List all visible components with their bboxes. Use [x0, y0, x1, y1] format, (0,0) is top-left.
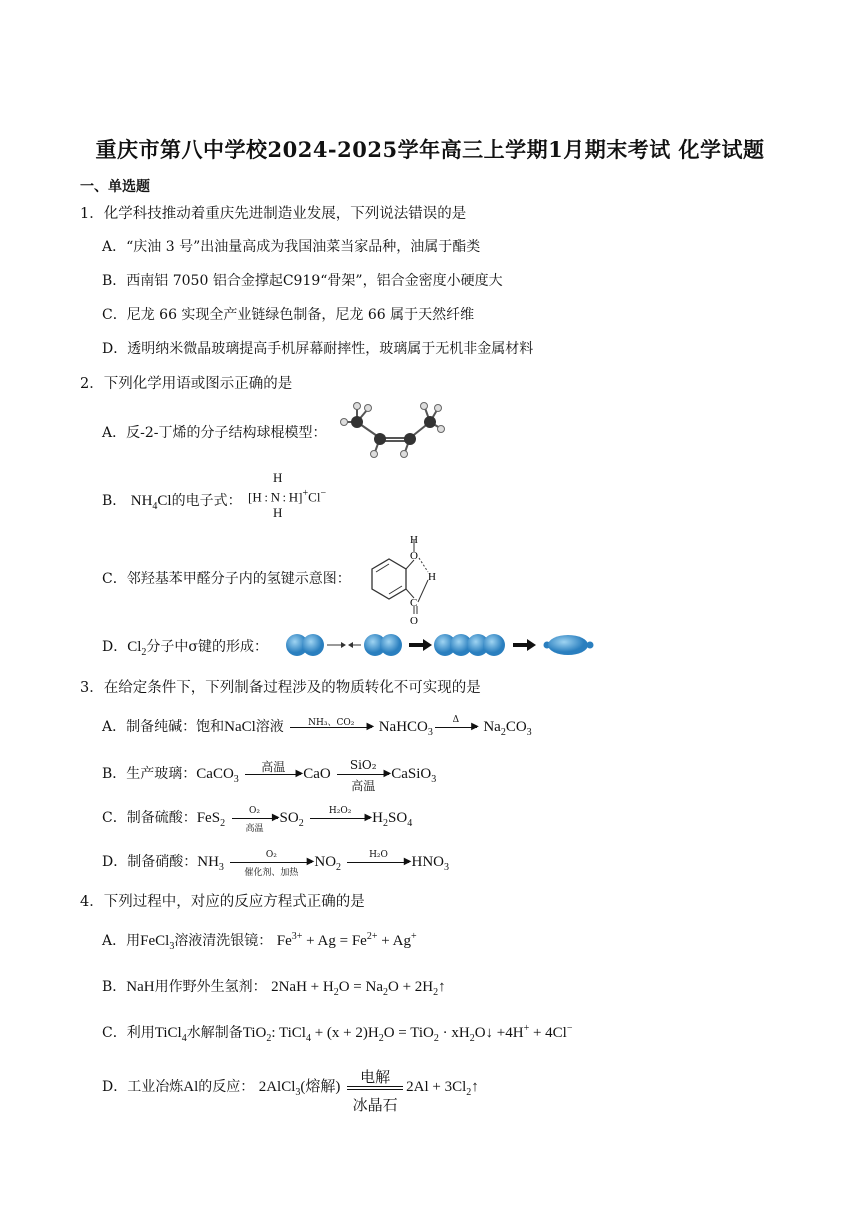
question-1-stem: 1．化学科技推动着重庆先进制造业发展，下列说法错误的是 — [80, 206, 467, 222]
nahco3-formula: NaHCO$_3$ — [378, 719, 433, 738]
salicylaldehyde-hbond-diagram — [362, 534, 444, 624]
electrolysis-equals-sign — [347, 1069, 403, 1114]
question-1-option-b: B．西南铝 7050 铝合金撑起C919“骨架”，铝合金密度小硬度大 — [102, 273, 503, 289]
eq-part: 2AlCl — [258, 1079, 296, 1095]
option-c-prefix: C．制备硫酸： — [102, 810, 197, 826]
question-1-option-a: A．“庆油 3 号”出油量高成为我国油菜当家品种，油属于酯类 — [102, 239, 481, 255]
question-2-stem: 2．下列化学用语或图示正确的是 — [80, 376, 293, 392]
reaction-arrow: 高温 ▶ — [245, 774, 301, 775]
hno3-formula: $HNO_3$ — [411, 854, 449, 873]
option-d-text: 的反应： — [198, 1079, 255, 1095]
arrow-condition-top: O₂ — [265, 849, 277, 860]
option-b-prefix: B． — [102, 493, 127, 509]
formula-part: FeCl — [140, 933, 170, 949]
casio3-formula: CaSiO$_3$ — [391, 766, 437, 785]
cao-formula: CaO — [303, 766, 331, 782]
o-label: O — [410, 550, 418, 562]
nh3-formula: $NH_3$ — [197, 854, 224, 873]
cl-ion: Cl — [308, 489, 321, 505]
option-d-prefix: D．工业冶炼 — [102, 1079, 184, 1095]
arrow-condition: 高温 — [261, 759, 286, 774]
butene-ball-stick-model — [335, 400, 445, 460]
arrow-condition-bottom: 高温 — [245, 823, 264, 834]
reaction-arrow: SiO₂ ▶ 高温 — [337, 774, 389, 775]
eq-part: + Ag = Fe — [306, 933, 367, 949]
section-heading: 一、单选题 — [80, 179, 150, 195]
formula-part: NH — [130, 493, 153, 509]
arrow-condition: H₂O₂ — [328, 805, 352, 816]
arrow-condition-bottom: 高温 — [351, 778, 376, 793]
eq-part: O↓ +4H — [474, 1025, 524, 1041]
eq-part: 2Al + 3Cl — [406, 1079, 467, 1095]
question-4-option-d — [102, 1069, 479, 1114]
formula-sub: 2 — [141, 647, 147, 658]
reaction-arrow: H₂O ▶ — [347, 862, 409, 863]
option-a-equation: $Fe^{3+} + Ag = Fe^{2+} + Ag^+$ — [276, 931, 417, 949]
eq-part: + 4Cl — [529, 1025, 567, 1041]
formula-part: CaSiO — [391, 766, 432, 782]
nah-formula: NaH — [126, 979, 155, 995]
eq-part: Fe — [276, 933, 292, 949]
page-title: 重庆市第八中学校2024-2025学年高三上学期1月期末考试 化学试题 — [95, 137, 765, 162]
formula-sub: 4 — [152, 501, 158, 512]
formula-part: CaCO — [196, 766, 234, 782]
formula-part: SO — [388, 810, 408, 826]
formula-part: NaHCO — [378, 719, 428, 735]
question-2-option-d — [102, 636, 268, 658]
formula-part: TiCl — [154, 1025, 182, 1041]
arrow-condition: NH₃、CO₂ — [308, 717, 355, 728]
c-label: C — [410, 597, 418, 609]
formula-part: Na — [483, 719, 501, 735]
option-d-prefix: D． — [102, 639, 128, 655]
h2so4-formula: $H_2SO_4$ — [372, 810, 413, 829]
formula-part: Cl — [157, 493, 172, 509]
eq-part: O = TiO — [383, 1025, 434, 1041]
arrow-condition: H₂O — [369, 849, 388, 860]
fes2-formula: FeS$_2$ — [196, 810, 226, 829]
question-3-option-d — [102, 849, 449, 878]
h-atom-left: H — [252, 489, 262, 505]
reaction-arrow: H₂O₂ ▶ — [310, 818, 370, 819]
arrow-condition-top: O₂ — [249, 805, 261, 816]
h-label: H — [428, 571, 436, 583]
reaction-arrow: NH₃、CO₂ ▶ — [290, 727, 372, 728]
question-2-option-a: A．反-2-丁烯的分子结构球棍模型： — [102, 425, 327, 441]
option-d-text: 分子中σ键的形成： — [146, 639, 268, 655]
ticl4-formula: TiCl$_4$ — [154, 1025, 187, 1044]
caco3-formula: CaCO$_3$ — [196, 766, 239, 785]
eq-part: O = Na — [338, 979, 383, 995]
n-atom: N — [270, 489, 280, 505]
bracket-close: ] — [298, 489, 303, 505]
bracket-open: [ — [248, 489, 253, 505]
eq-part: (熔解) — [300, 1079, 341, 1095]
o-label: O — [410, 615, 418, 624]
formula-part: NH — [197, 854, 219, 870]
na2co3-formula: $Na_2CO_3$ — [483, 719, 532, 738]
option-d-prefix: D．制备硝酸： — [102, 854, 198, 870]
h-atom-top: H — [273, 470, 283, 485]
question-3-option-b — [102, 757, 437, 793]
formula-part: FeS — [196, 810, 221, 826]
option-b-equation: $2NaH + H_2O = Na_2O$ + $2H_2↑$ — [271, 979, 446, 998]
question-4-option-b — [102, 976, 446, 998]
formula-part: Cl — [127, 639, 142, 655]
question-3-stem: 3．在给定条件下，下列制备过程涉及的物质转化不可实现的是 — [80, 680, 481, 696]
eq-part: : TiCl — [271, 1025, 306, 1041]
question-4-stem: 4．下列过程中，对应的反应方程式正确的是 — [80, 894, 365, 910]
option-c-prefix: C．利用 — [102, 1025, 155, 1041]
question-2-option-c: C．邻羟基苯甲醛分子内的氢键示意图： — [102, 571, 351, 587]
option-b-prefix: B．生产玻璃： — [102, 766, 197, 782]
question-3-option-a — [102, 716, 532, 738]
sigma-bond-formation-diagram — [285, 630, 597, 660]
option-a-text: 溶液清洗银镜： — [174, 933, 273, 949]
arrow-condition-top: SiO₂ — [349, 757, 377, 772]
nh4cl-electron-formula: H [H : N : H]+Cl− H — [248, 470, 327, 521]
eq-part: · xH — [442, 1025, 470, 1041]
option-b-prefix: B． — [102, 979, 127, 995]
nacl-formula: NaCl — [224, 719, 256, 735]
question-2-option-b — [102, 490, 242, 512]
option-b-text: 用作野外生氢剂： — [154, 979, 267, 995]
formula-part: SO — [279, 810, 299, 826]
h-label: H — [410, 534, 418, 546]
reaction-arrow: Δ ▶ — [435, 727, 477, 728]
option-a-prefix: A．制备纯碱：饱和 — [102, 719, 225, 735]
no2-formula: $NO_2$ — [314, 854, 342, 873]
cl2-formula — [127, 639, 147, 658]
option-d-equation: 2AlCl$_3$(熔解) 电解 冰晶石 $2Al + 3Cl_2↑$ — [259, 1079, 479, 1095]
arrow-condition-bottom: 冰晶石 — [352, 1097, 398, 1114]
arrow-condition-top: 电解 — [360, 1069, 391, 1086]
so2-formula: $SO_2$ — [279, 810, 304, 829]
h-atom-bottom: H — [273, 505, 283, 521]
option-a-prefix: A．用 — [102, 933, 141, 949]
reaction-arrow: O₂ ▶ 催化剂、加热 — [230, 862, 312, 863]
eq-part: TiO — [242, 1025, 267, 1041]
reaction-arrow: O₂ ▶ 高温 — [232, 818, 278, 819]
fecl3-formula: FeCl$_3$ — [140, 933, 175, 952]
option-b-text: 的电子式： — [171, 493, 242, 509]
h-atom-right: H — [288, 489, 299, 505]
eq-part: O + 2H — [388, 979, 434, 995]
formula-part: NO — [314, 854, 337, 870]
formula-part: H — [372, 810, 383, 826]
solution-text: 溶液 — [255, 719, 284, 735]
eq-part: + Ag — [381, 933, 411, 949]
question-1-option-c: C．尼龙 66 实现全产业链绿色制备，尼龙 66 属于天然纤维 — [102, 307, 475, 323]
nh4cl-formula — [130, 493, 172, 512]
formula-part: HNO — [411, 854, 444, 870]
question-4-option-c — [102, 1022, 573, 1044]
option-c-text: 水解制备 — [186, 1025, 243, 1041]
question-3-option-c — [102, 805, 413, 834]
arrow-condition: Δ — [452, 714, 460, 725]
question-4-option-a — [102, 930, 417, 952]
arrow-condition-bottom: 催化剂、加热 — [244, 867, 299, 878]
question-1-option-d: D．透明纳米微晶玻璃提高手机屏幕耐摔性，玻璃属于无机非金属材料 — [102, 341, 534, 357]
option-c-equation: TiO$_2$: TiCl$_4$ + $(x + 2)H_2O = TiO_2$ · $xH_2O↓ +4H^+ + 4Cl^-$ — [242, 1023, 573, 1044]
al-formula: Al — [183, 1079, 199, 1095]
eq-part: + (x + 2)H — [314, 1025, 379, 1041]
eq-part: 2NaH + H — [271, 979, 334, 995]
